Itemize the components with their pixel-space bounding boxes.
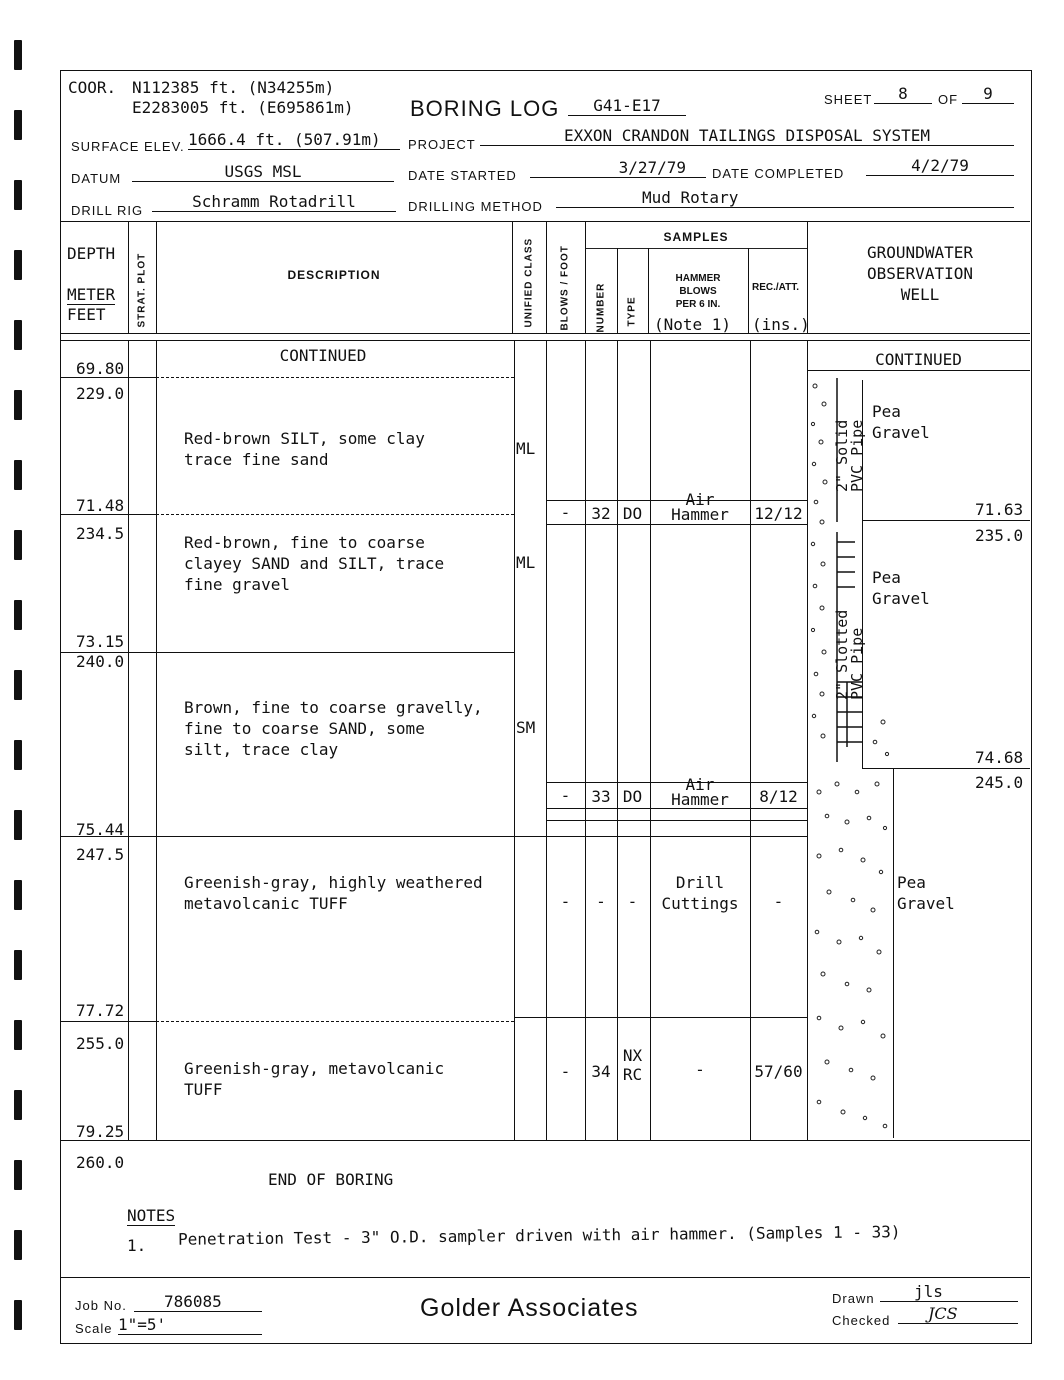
binder-hole bbox=[14, 1090, 22, 1120]
job-label: Job No. bbox=[75, 1298, 127, 1313]
binder-hole bbox=[14, 390, 22, 420]
sample-number: 34 bbox=[591, 1062, 611, 1081]
date-started-label: DATE STARTED bbox=[408, 168, 517, 183]
depth-feet: 234.5 bbox=[76, 524, 125, 543]
col-number: NUMBER bbox=[595, 282, 607, 333]
sample-number: 33 bbox=[591, 787, 611, 806]
drill-rig-label: DRILL RIG bbox=[71, 203, 144, 218]
sheet-number: 8 bbox=[874, 84, 932, 104]
well-depth-meter: 74.68 bbox=[975, 748, 1024, 767]
well-depth-meter: 71.63 bbox=[975, 500, 1024, 519]
col-feet: FEET bbox=[67, 305, 106, 324]
job-number: 786085 bbox=[134, 1292, 262, 1312]
binder-hole bbox=[14, 950, 22, 980]
binder-hole bbox=[14, 1300, 22, 1330]
col-well: GROUNDWATER OBSERVATION WELL bbox=[867, 243, 973, 304]
binder-hole bbox=[14, 670, 22, 700]
coor-north: N112385 ft. (N34255m) bbox=[132, 78, 335, 97]
depth-meter: 79.25 bbox=[76, 1122, 125, 1141]
date-completed: 4/2/79 bbox=[866, 156, 1014, 176]
slotted-pipe-label: 2" Slotted PVC Pipe bbox=[833, 609, 866, 700]
col-ins: (ins.) bbox=[752, 315, 810, 334]
note-number: 1. bbox=[127, 1236, 147, 1255]
continued-label: CONTINUED bbox=[279, 346, 367, 365]
binder-hole bbox=[14, 740, 22, 770]
col-type: TYPE bbox=[626, 296, 638, 327]
pea-gravel-label: Pea Gravel bbox=[872, 402, 930, 442]
project-label: PROJECT bbox=[408, 137, 476, 152]
well-depth-feet: 245.0 bbox=[975, 773, 1024, 792]
coor-label: COOR. bbox=[68, 78, 117, 97]
col-blows-foot: BLOWS / FOOT bbox=[559, 245, 571, 331]
depth-meter: 75.44 bbox=[76, 820, 125, 839]
binder-hole bbox=[14, 600, 22, 630]
layer-class: ML bbox=[516, 439, 536, 458]
sheet-total: 9 bbox=[962, 84, 1014, 104]
col-meter: METER bbox=[67, 285, 116, 304]
layer-description: Greenish-gray, highly weathered metavolcanic TUFF bbox=[184, 873, 483, 913]
binder-hole bbox=[14, 1020, 22, 1050]
col-depth: DEPTH bbox=[67, 244, 116, 263]
sample-blows: - bbox=[560, 892, 571, 911]
page-title: BORING LOG bbox=[410, 96, 560, 121]
sample-type: - bbox=[627, 892, 638, 911]
surface-elev-label: SURFACE ELEV. bbox=[71, 139, 185, 154]
header bbox=[0, 0, 1064, 220]
binder-hole bbox=[14, 880, 22, 910]
col-description: DESCRIPTION bbox=[287, 268, 381, 282]
col-hammer-line1: HAMMER bbox=[675, 273, 721, 284]
pea-gravel-label: Pea Gravel bbox=[897, 873, 955, 913]
well-continued: CONTINUED bbox=[875, 350, 962, 369]
sample-number: 32 bbox=[591, 504, 611, 523]
well-depth-feet: 235.0 bbox=[975, 526, 1024, 545]
drilling-method-label: DRILLING METHOD bbox=[408, 199, 543, 214]
binder-hole bbox=[14, 320, 22, 350]
sample-type: NX RC bbox=[622, 1046, 643, 1084]
binder-hole bbox=[14, 1230, 22, 1260]
layer-class: SM bbox=[516, 718, 536, 737]
sheet-label: SHEET bbox=[824, 92, 873, 107]
checked-label: Checked bbox=[832, 1313, 891, 1328]
depth-feet: 240.0 bbox=[76, 652, 125, 671]
binder-hole bbox=[14, 250, 22, 280]
col-hammer-line2: BLOWS bbox=[679, 286, 717, 297]
datum-label: DATUM bbox=[71, 171, 122, 186]
binder-hole bbox=[14, 1160, 22, 1190]
sample-blows: - bbox=[560, 503, 571, 522]
pea-gravel-label: Pea Gravel bbox=[872, 568, 930, 608]
drill-rig: Schramm Rotadrill bbox=[152, 192, 396, 212]
checked-by: JCS bbox=[898, 1304, 1018, 1324]
col-strat-plot: STRAT. PLOT bbox=[136, 252, 148, 328]
company-name: Golder Associates bbox=[420, 1294, 639, 1322]
depth-meter: 71.48 bbox=[76, 496, 125, 515]
date-started: 3/27/79 bbox=[530, 158, 706, 178]
layer-description: Greenish-gray, metavolcanic TUFF bbox=[184, 1059, 445, 1099]
sample-rec: 12/12 bbox=[754, 504, 803, 523]
col-samples: SAMPLES bbox=[663, 230, 729, 244]
sample-blows: - bbox=[560, 1062, 571, 1081]
layer-description: Brown, fine to coarse gravelly, fine to coarse SAND, some silt, trace clay bbox=[184, 698, 483, 759]
sample-hammer: Drill Cuttings bbox=[661, 873, 739, 913]
binder-hole bbox=[14, 810, 22, 840]
col-rec-att: REC./ATT. bbox=[752, 282, 800, 293]
col-hammer-note: (Note 1) bbox=[654, 315, 732, 334]
col-hammer bbox=[648, 272, 748, 311]
sample-rec: 57/60 bbox=[754, 1062, 803, 1081]
depth-feet: 255.0 bbox=[76, 1034, 125, 1053]
note-text: Penetration Test - 3" O.D. sampler driven with air hammer. (Samples 1 - 33) bbox=[177, 1222, 901, 1249]
col-hammer-line3: PER 6 IN. bbox=[675, 299, 721, 310]
depth-meter: 69.80 bbox=[76, 359, 125, 378]
drawn-label: Drawn bbox=[832, 1291, 875, 1306]
depth-meter: 77.72 bbox=[76, 1001, 125, 1020]
surface-elev: 1666.4 ft. (507.91m) bbox=[188, 130, 400, 150]
coor-east: E2283005 ft. (E695861m) bbox=[132, 98, 354, 117]
datum-value: USGS MSL bbox=[132, 162, 394, 182]
sample-hammer: - bbox=[695, 1060, 705, 1079]
log-id: G41-E17 bbox=[568, 96, 686, 116]
sample-type: DO bbox=[622, 787, 643, 806]
layer-class: ML bbox=[516, 553, 536, 572]
layer-description: Red-brown SILT, some clay trace fine sand bbox=[184, 429, 425, 469]
layer-description: Red-brown, fine to coarse clayey SAND and SILT, trace fine gravel bbox=[184, 533, 445, 594]
drawn-by: jls bbox=[880, 1282, 1018, 1302]
notes-title: NOTES bbox=[127, 1206, 176, 1225]
depth-feet: 247.5 bbox=[76, 845, 125, 864]
of-label: OF bbox=[938, 92, 959, 107]
sample-number: - bbox=[596, 892, 606, 911]
sample-rec: - bbox=[773, 892, 784, 911]
solid-pipe-label: 2" Solid PVC Pipe bbox=[833, 419, 866, 492]
sample-rec: 8/12 bbox=[759, 787, 798, 806]
scale-value: 1"=5' bbox=[118, 1315, 262, 1335]
depth-feet: 260.0 bbox=[76, 1153, 125, 1172]
binder-hole bbox=[14, 460, 22, 490]
depth-meter: 73.15 bbox=[76, 632, 125, 651]
project-name: EXXON CRANDON TAILINGS DISPOSAL SYSTEM bbox=[480, 126, 1014, 146]
date-completed-label: DATE COMPLETED bbox=[712, 166, 845, 181]
depth-feet: 229.0 bbox=[76, 384, 125, 403]
binder-hole bbox=[14, 530, 22, 560]
sample-hammer: Air Hammer bbox=[671, 775, 729, 809]
drilling-method: Mud Rotary bbox=[556, 188, 1014, 208]
sample-hammer: Air Hammer bbox=[671, 490, 729, 524]
scale-label: Scale bbox=[75, 1321, 113, 1336]
sample-type: DO bbox=[622, 504, 643, 523]
col-unified-class: UNIFIED CLASS bbox=[523, 237, 535, 328]
end-of-boring: END OF BORING bbox=[268, 1170, 394, 1189]
sample-blows: - bbox=[560, 786, 571, 805]
